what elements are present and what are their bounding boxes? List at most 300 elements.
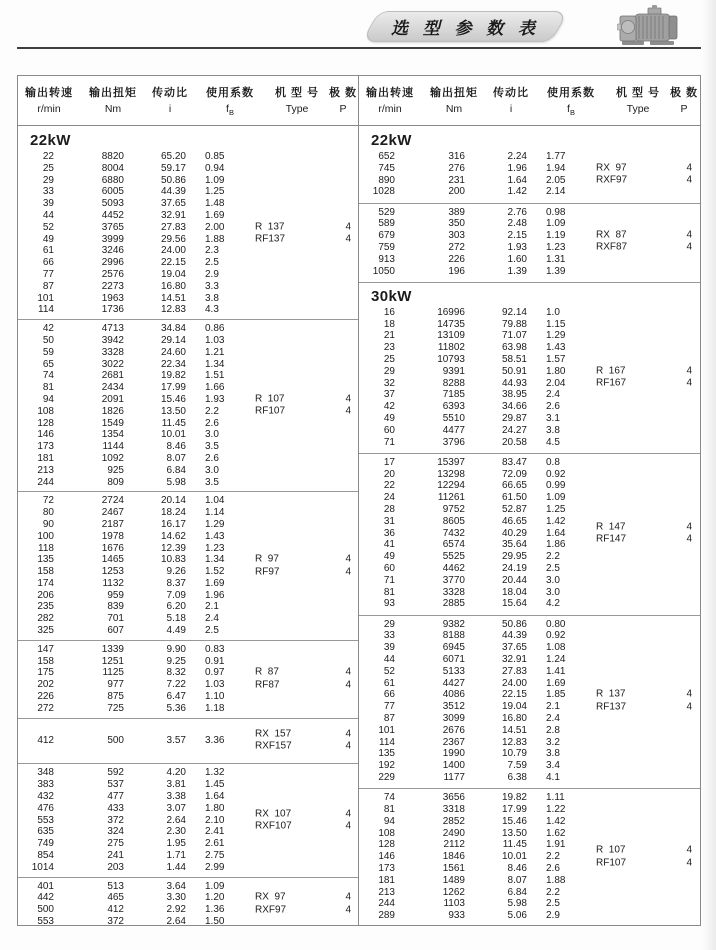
table-row	[18, 767, 358, 779]
speed-cell: 213	[37, 464, 54, 476]
ratio-cell: 44.39	[501, 630, 527, 642]
speed-cell: 635	[37, 826, 54, 838]
header-cn-label: 输出扭矩	[89, 86, 137, 99]
block-body	[18, 644, 358, 715]
speed-cell: 29	[383, 365, 395, 377]
data-block	[18, 640, 358, 718]
table-row	[359, 642, 700, 654]
ratio-cell: 32.91	[501, 654, 527, 666]
torque-cell: 3796	[442, 436, 465, 448]
torque-cell: 7432	[442, 527, 465, 539]
factor-cell: 1.18	[205, 702, 225, 714]
table-row	[18, 779, 358, 791]
table-row	[18, 198, 358, 210]
speed-cell: 244	[378, 898, 395, 910]
speed-cell: 114	[38, 304, 54, 316]
factor-cell: 1.25	[546, 504, 566, 516]
speed-cell: 29	[42, 174, 54, 186]
data-block	[18, 491, 358, 640]
factor-cell: 1.69	[546, 677, 566, 689]
speed-cell: 28	[383, 504, 395, 516]
speed-cell: 87	[42, 280, 54, 292]
speed-cell: 553	[37, 814, 54, 826]
factor-cell: 1.0	[546, 306, 560, 318]
poles-value: 4	[686, 242, 692, 254]
ratio-cell: 18.04	[501, 586, 527, 598]
torque-cell: 701	[107, 613, 124, 625]
model-type: RX 157	[255, 728, 292, 740]
torque-cell: 513	[107, 880, 124, 892]
model-line	[596, 175, 696, 187]
block-body	[359, 151, 700, 198]
factor-cell: 1.23	[546, 242, 566, 254]
model-line	[596, 230, 696, 242]
gear-motor-icon	[617, 3, 683, 51]
table-row	[359, 319, 700, 331]
data-block	[359, 615, 700, 787]
speed-cell: 36	[383, 527, 395, 539]
header-cn-label: 输出转速	[25, 86, 73, 99]
torque-cell: 2434	[101, 382, 124, 394]
table-row	[359, 654, 700, 666]
speed-cell: 158	[37, 566, 54, 578]
model-type: R 97	[255, 553, 279, 565]
speed-cell: 21	[383, 330, 395, 342]
table-row	[359, 748, 700, 760]
table-row	[359, 389, 700, 401]
factor-cell: 1.34	[205, 358, 225, 370]
model-line	[255, 679, 355, 691]
table-row	[18, 323, 358, 335]
header-rule	[17, 47, 701, 49]
ratio-cell: 1.96	[507, 162, 527, 174]
model-line	[255, 554, 355, 566]
factor-cell: 2.6	[205, 452, 219, 464]
ratio-cell: 24.00	[160, 245, 186, 257]
speed-cell: 50	[42, 334, 54, 346]
table-row	[18, 656, 358, 668]
factor-cell: 3.4	[546, 760, 560, 772]
ratio-cell: 8.07	[166, 452, 186, 464]
torque-cell: 6945	[442, 642, 465, 654]
table-row	[18, 519, 358, 531]
ratio-cell: 16.17	[160, 518, 186, 530]
factor-cell: 1.25	[205, 186, 225, 198]
ratio-cell: 46.65	[501, 515, 527, 527]
factor-cell: 1.62	[546, 827, 566, 839]
table-row	[359, 772, 700, 784]
ratio-cell: 14.51	[501, 724, 527, 736]
torque-cell: 9382	[442, 618, 465, 630]
table-row	[18, 625, 358, 637]
ratio-cell: 35.64	[501, 539, 527, 551]
factor-cell: 2.99	[205, 861, 225, 873]
table-row	[18, 703, 358, 715]
speed-cell: 74	[42, 370, 54, 382]
ratio-cell: 4.20	[166, 767, 186, 779]
torque-cell: 241	[107, 850, 124, 862]
model-labels	[255, 729, 355, 754]
header-unit-label: $f_B$	[226, 102, 234, 118]
torque-cell: 725	[107, 702, 124, 714]
speed-cell: 589	[378, 218, 395, 230]
model-line	[255, 904, 355, 916]
factor-cell: 1.14	[205, 507, 225, 519]
ratio-cell: 8.37	[166, 577, 186, 589]
header-cell	[487, 84, 535, 117]
torque-cell: 8288	[442, 377, 465, 389]
ratio-cell: 20.58	[501, 436, 527, 448]
torque-cell: 1354	[101, 429, 124, 441]
torque-cell: 1177	[443, 772, 465, 783]
model-line	[596, 521, 696, 533]
torque-cell: 433	[107, 802, 124, 814]
table-row	[18, 347, 358, 359]
speed-cell: 77	[42, 268, 54, 280]
model-type: R 107	[596, 844, 626, 856]
speed-cell: 61	[383, 677, 395, 689]
factor-cell: 2.10	[205, 814, 225, 826]
model-type: RF137	[255, 233, 286, 245]
speed-cell: 16	[383, 306, 395, 318]
header-cn-label: 使用系数	[547, 86, 595, 99]
block-body	[359, 457, 700, 610]
torque-cell: 933	[448, 910, 465, 922]
speed-cell: 44	[383, 654, 395, 666]
factor-cell: 1.09	[546, 218, 566, 230]
ratio-cell: 5.98	[507, 898, 527, 910]
model-type: RF87	[255, 679, 280, 691]
page-edge-shadow	[702, 0, 716, 950]
factor-cell: 2.2	[546, 851, 560, 863]
factor-cell: 3.8	[546, 424, 560, 436]
ratio-cell: 2.30	[166, 826, 186, 838]
torque-cell: 372	[107, 916, 124, 928]
column-header	[359, 76, 700, 126]
factor-cell: 1.39	[546, 265, 566, 277]
torque-cell: 5525	[442, 551, 465, 563]
table-row	[359, 218, 700, 230]
factor-cell: 2.4	[205, 613, 219, 625]
table-row	[359, 713, 700, 725]
factor-cell: 0.86	[205, 323, 225, 335]
ratio-cell: 38.95	[501, 389, 527, 401]
speed-cell: 60	[383, 563, 395, 575]
speed-cell: 442	[37, 892, 54, 904]
torque-cell: 1103	[443, 898, 465, 910]
table-row	[18, 245, 358, 257]
model-line	[596, 845, 696, 857]
ratio-cell: 40.29	[501, 527, 527, 539]
header-cn-label: 输出扭矩	[430, 86, 478, 99]
page-title: 选 型 参 数 表	[390, 19, 540, 38]
ratio-cell: 37.65	[501, 642, 527, 654]
ratio-cell: 7.22	[166, 679, 186, 691]
factor-cell: 4.3	[205, 304, 219, 316]
model-labels	[255, 393, 355, 418]
ratio-cell: 15.46	[160, 393, 186, 405]
factor-cell: 3.5	[205, 476, 219, 488]
torque-cell: 3022	[101, 358, 124, 370]
torque-cell: 5133	[442, 665, 465, 677]
model-line	[255, 821, 355, 833]
factor-cell: 1.29	[546, 330, 566, 342]
torque-cell: 6393	[442, 401, 465, 413]
torque-cell: 13298	[437, 468, 465, 480]
poles-value: 4	[686, 533, 692, 545]
speed-cell: 72	[42, 495, 54, 507]
ratio-cell: 16.80	[160, 280, 186, 292]
torque-cell: 1736	[101, 304, 124, 316]
table-row	[359, 630, 700, 642]
ratio-cell: 10.01	[160, 429, 186, 441]
table-row	[359, 804, 700, 816]
speed-cell: 652	[378, 151, 395, 162]
ratio-cell: 44.39	[160, 186, 186, 198]
torque-cell: 839	[107, 601, 124, 613]
ratio-cell: 1.71	[166, 850, 186, 862]
torque-cell: 4713	[101, 323, 124, 335]
torque-cell: 9391	[442, 365, 465, 377]
ratio-cell: 17.99	[160, 382, 186, 394]
factor-cell: 1.69	[205, 577, 225, 589]
ratio-cell: 66.65	[501, 480, 527, 492]
torque-cell: 5510	[442, 413, 465, 425]
ratio-cell: 6.47	[166, 691, 186, 703]
speed-cell: 147	[37, 643, 54, 655]
model-type: RX 87	[596, 229, 627, 241]
torque-cell: 8820	[101, 151, 124, 162]
ratio-cell: 92.14	[501, 306, 527, 318]
header-cell	[328, 84, 358, 117]
factor-cell: 3.0	[205, 429, 219, 441]
torque-cell: 2490	[442, 827, 465, 839]
table-row	[18, 838, 358, 850]
header-unit-label: Type	[626, 102, 650, 115]
torque-cell: 537	[107, 779, 124, 791]
torque-cell: 412	[107, 904, 124, 916]
torque-cell: 3765	[101, 221, 124, 233]
model-type: RXF97	[596, 174, 628, 186]
model-labels	[596, 521, 696, 546]
factor-cell: 0.94	[205, 162, 225, 174]
factor-cell: 1.21	[205, 346, 225, 358]
table-row	[359, 186, 700, 198]
factor-cell: 1.80	[205, 802, 225, 814]
torque-cell: 3999	[101, 233, 124, 245]
ratio-cell: 9.90	[166, 643, 186, 655]
torque-cell: 3770	[442, 574, 465, 586]
block-body	[359, 207, 700, 278]
speed-cell: 24	[383, 492, 395, 504]
torque-cell: 977	[107, 679, 124, 691]
torque-cell: 16996	[437, 306, 465, 318]
table-row	[359, 413, 700, 425]
table-row	[18, 916, 358, 928]
factor-cell: 2.75	[205, 850, 225, 862]
speed-cell: 118	[38, 542, 54, 554]
ratio-cell: 29.14	[160, 334, 186, 346]
factor-cell: 1.11	[546, 792, 565, 804]
torque-cell: 4462	[442, 563, 465, 575]
torque-cell: 276	[448, 162, 465, 174]
model-type: RF107	[596, 857, 627, 869]
factor-cell: 1.03	[205, 334, 225, 346]
ratio-cell: 22.15	[160, 257, 186, 269]
model-line	[255, 221, 355, 233]
power-section-title: 22kW	[30, 132, 71, 149]
ratio-cell: 1.64	[507, 174, 527, 186]
table-row	[18, 531, 358, 543]
data-block	[359, 453, 700, 613]
ratio-cell: 29.95	[501, 551, 527, 563]
table-row	[18, 418, 358, 430]
speed-cell: 500	[37, 904, 54, 916]
speed-cell: 1014	[31, 861, 54, 873]
speed-cell: 44	[42, 209, 54, 221]
speed-cell: 22	[42, 151, 54, 162]
table-row	[359, 816, 700, 828]
speed-cell: 229	[378, 772, 395, 783]
torque-cell: 6005	[101, 186, 124, 198]
table-row	[18, 281, 358, 293]
factor-cell: 1.41	[546, 665, 566, 677]
ratio-cell: 22.34	[160, 358, 186, 370]
poles-value: 4	[345, 808, 351, 820]
model-type: R 167	[596, 365, 626, 377]
speed-cell: 74	[383, 792, 395, 804]
ratio-cell: 12.83	[501, 736, 527, 748]
ratio-cell: 50.86	[501, 618, 527, 630]
speed-cell: 181	[37, 452, 54, 464]
table-row	[18, 644, 358, 656]
model-labels	[255, 808, 355, 833]
torque-cell: 3512	[442, 701, 465, 713]
poles-value: 4	[345, 820, 351, 832]
factor-cell: 2.41	[205, 826, 225, 838]
ratio-cell: 5.98	[166, 476, 186, 488]
factor-cell: 1.96	[205, 589, 225, 601]
ratio-cell: 11.45	[161, 417, 186, 429]
torque-cell: 9752	[442, 504, 465, 516]
torque-cell: 1144	[102, 441, 124, 453]
ratio-cell: 3.30	[166, 892, 186, 904]
model-line	[255, 892, 355, 904]
torque-cell: 3942	[101, 334, 124, 346]
ratio-cell: 7.09	[166, 589, 186, 601]
ratio-cell: 6.38	[507, 772, 527, 783]
table-row	[359, 760, 700, 772]
torque-cell: 6880	[101, 174, 124, 186]
table-row	[359, 737, 700, 749]
table-row	[359, 151, 700, 163]
factor-cell: 1.34	[205, 554, 225, 566]
ratio-cell: 19.82	[501, 792, 527, 804]
table-row	[18, 590, 358, 602]
table-row	[359, 425, 700, 437]
ratio-cell: 17.99	[501, 804, 527, 816]
factor-cell: 1.57	[546, 354, 566, 366]
torque-cell: 8188	[442, 630, 465, 642]
torque-cell: 372	[107, 814, 124, 826]
title-banner	[361, 11, 569, 42]
factor-cell: 2.5	[205, 625, 219, 637]
torque-cell: 1132	[102, 577, 124, 589]
speed-cell: 1028	[372, 186, 395, 198]
torque-cell: 6071	[442, 654, 465, 666]
torque-cell: 2996	[101, 257, 124, 269]
factor-cell: 2.61	[205, 838, 225, 850]
model-type: R 87	[255, 666, 279, 678]
table-row	[359, 480, 700, 492]
data-block	[18, 877, 358, 931]
block-body	[18, 151, 358, 316]
poles-value: 4	[686, 857, 692, 869]
factor-cell: 1.93	[205, 393, 225, 405]
factor-cell: 0.8	[546, 456, 560, 468]
speed-cell: 81	[383, 804, 395, 816]
header-cn-label: 传动比	[493, 86, 529, 99]
speed-cell: 181	[378, 874, 395, 886]
torque-cell: 607	[107, 625, 124, 637]
speed-cell: 20	[383, 468, 395, 480]
torque-cell: 196	[448, 265, 465, 277]
torque-cell: 3656	[442, 792, 465, 804]
left-column-body	[18, 126, 358, 931]
factor-cell: 2.2	[546, 886, 560, 898]
poles-value: 4	[686, 844, 692, 856]
poles-value: 4	[345, 553, 351, 565]
speed-cell: 94	[42, 393, 54, 405]
table-row	[18, 151, 358, 163]
model-line	[255, 234, 355, 246]
ratio-cell: 8.07	[507, 874, 527, 886]
speed-cell: 289	[378, 910, 395, 922]
ratio-cell: 8.46	[507, 863, 527, 875]
table-row	[359, 619, 700, 631]
table-row	[359, 266, 700, 278]
model-line	[255, 667, 355, 679]
block-body	[18, 495, 358, 637]
table-row	[359, 207, 700, 219]
factor-cell: 1.32	[205, 767, 225, 779]
table-row	[18, 304, 358, 316]
speed-cell: 77	[383, 701, 395, 713]
factor-cell: 1.42	[546, 815, 566, 827]
speed-cell: 25	[42, 162, 54, 174]
table-row	[18, 359, 358, 371]
speed-cell: 52	[383, 665, 395, 677]
model-type: RF167	[596, 377, 627, 389]
right-column-body	[359, 126, 700, 925]
header-unit-label: r/min	[37, 102, 61, 115]
factor-cell: 1.20	[205, 892, 225, 904]
factor-cell: 1.15	[546, 318, 566, 330]
ratio-cell: 2.64	[166, 814, 186, 826]
ratio-cell: 20.14	[160, 495, 186, 507]
ratio-cell: 3.81	[166, 779, 186, 791]
ratio-cell: 13.50	[501, 827, 527, 839]
ratio-cell: 2.15	[507, 230, 527, 242]
factor-cell: 2.6	[546, 401, 560, 413]
ratio-cell: 18.24	[160, 507, 186, 519]
torque-cell: 1676	[101, 542, 124, 554]
power-section-title: 22kW	[371, 132, 412, 149]
speed-cell: 244	[37, 476, 54, 488]
model-labels	[596, 230, 696, 255]
factor-cell: 1.19	[546, 230, 566, 242]
power-section-title: 30kW	[371, 287, 412, 305]
